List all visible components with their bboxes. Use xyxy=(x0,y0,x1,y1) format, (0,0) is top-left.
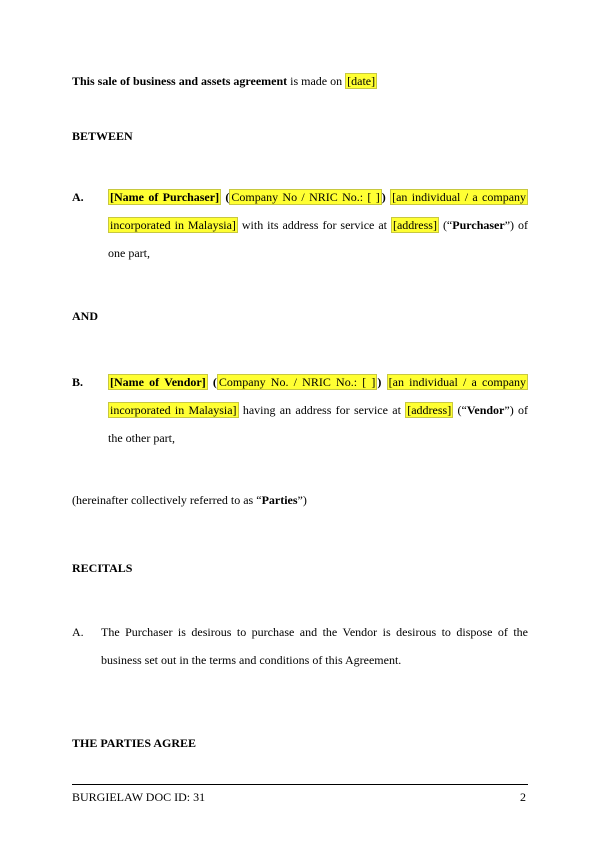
party-b-line-1: [Name of Vendor] ( Company No. / NRIC No.: [ ] ) [an individual / a company xyxy=(110,375,527,389)
vendor-type-placeholder-1[interactable]: [an individual / a company xyxy=(388,375,527,389)
purchaser-address-placeholder[interactable]: [address] xyxy=(392,218,437,232)
vendor-company-no-placeholder[interactable]: Company No. / NRIC No.: [ ] xyxy=(218,375,376,389)
party-a-line-2: incorporated in Malaysia] with its address for service at [address] (“Purchaser”) of xyxy=(110,218,528,232)
party-b-line-2: incorporated in Malaysia] having an address for service at [address] (“Vendor”) of xyxy=(110,403,529,417)
purchaser-company-no-placeholder[interactable]: Company No / NRIC No.: [ ] xyxy=(231,190,380,204)
agreement-title: This sale of business and assets agreement xyxy=(72,74,288,88)
purchaser-name-placeholder[interactable]: [Name of Purchaser] xyxy=(110,190,220,204)
between-heading: BETWEEN xyxy=(72,129,133,143)
and-heading: AND xyxy=(72,309,98,323)
parties-defined-term: Parties xyxy=(261,493,298,507)
party-b-letter: B. xyxy=(72,375,84,389)
vendor-address-placeholder[interactable]: [address] xyxy=(407,403,452,417)
intro-line xyxy=(72,73,377,89)
intro-text: is made on xyxy=(287,74,346,88)
party-a-line-3: one part, xyxy=(108,246,150,260)
recital-a-letter: A. xyxy=(72,625,84,639)
footer-page-number: 2 xyxy=(520,790,526,804)
hereinafter-line: (hereinafter collectively referred to as “Parties”) xyxy=(72,493,307,507)
footer-divider xyxy=(72,784,528,785)
recital-a-line-1: The Purchaser is desirous to purchase and the Vendor is desirous to dispose of the xyxy=(101,625,528,639)
purchaser-defined-term: Purchaser xyxy=(452,218,505,232)
vendor-name-placeholder[interactable]: [Name of Vendor] xyxy=(110,375,206,389)
footer-doc-id: BURGIELAW DOC ID: 31 xyxy=(72,790,206,804)
party-b-line-3: the other part, xyxy=(108,431,175,445)
vendor-type-placeholder-2[interactable]: incorporated in Malaysia] xyxy=(110,403,237,417)
recital-a-line-2: business set out in the terms and conditions of this Agreement. xyxy=(101,653,402,667)
party-a-letter: A. xyxy=(72,190,84,204)
purchaser-type-placeholder-1[interactable]: [an individual / a company xyxy=(392,190,527,204)
party-a-line-1: [Name of Purchaser] ( Company No / NRIC No.: [ ] ) [an individual / a company xyxy=(110,190,527,204)
date-placeholder[interactable]: [date] xyxy=(347,74,376,88)
purchaser-type-placeholder-2[interactable]: incorporated in Malaysia] xyxy=(110,218,236,232)
parties-agree-heading: THE PARTIES AGREE xyxy=(72,736,197,750)
vendor-defined-term: Vendor xyxy=(466,403,505,417)
recitals-heading: RECITALS xyxy=(72,561,133,575)
